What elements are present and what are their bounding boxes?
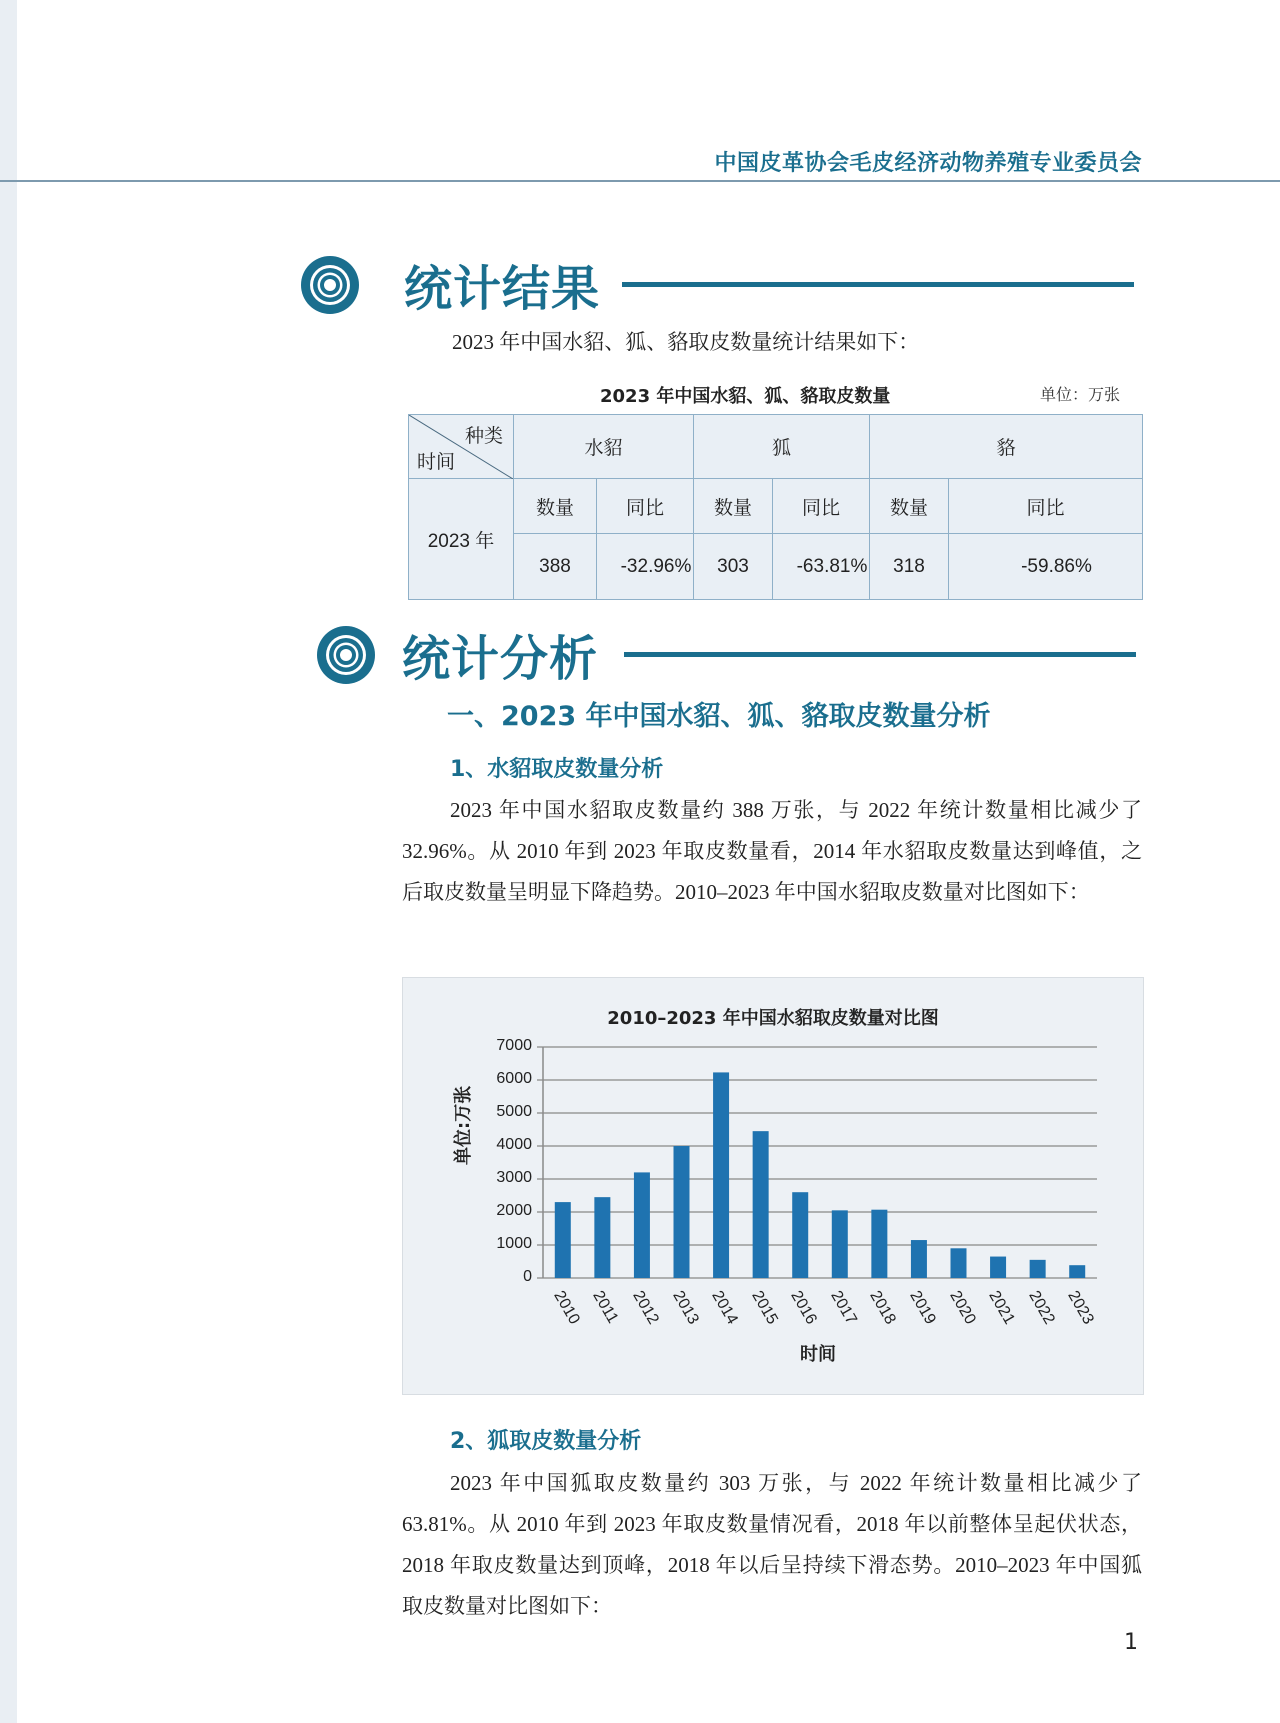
chart-x-tick: 2016 [787, 1288, 820, 1328]
chart-x-tick: 2022 [1024, 1288, 1058, 1328]
species-header-mink: 水貂 [514, 415, 694, 479]
subheader-quantity: 数量 [514, 479, 597, 534]
chart-x-tick: 2020 [945, 1288, 979, 1328]
section-title: 统计分析 [402, 631, 599, 687]
value-raccoon-dog-yoy: -59.86% [949, 534, 1143, 600]
chart-x-axis-label: 时间 [800, 1344, 836, 1365]
chart-x-tick: 2017 [827, 1288, 860, 1328]
section-title: 统计结果 [404, 261, 601, 317]
subheader-yoy: 同比 [949, 479, 1143, 534]
chart-bar-2012 [634, 1172, 650, 1278]
chart-x-tick: 2018 [866, 1288, 900, 1328]
chart-bar-2023 [1069, 1265, 1085, 1278]
table-caption: 2023 年中国水貂、狐、貉取皮数量 [600, 386, 891, 407]
chart-bar-2019 [911, 1240, 927, 1278]
chart-x-tick: 2010 [550, 1288, 583, 1328]
analysis-subheading: 一、2023 年中国水貂、狐、貉取皮数量分析 [447, 701, 991, 732]
chart-bar-2016 [792, 1192, 808, 1278]
row-label-year: 2023 年 [409, 479, 514, 600]
chart-bar-2013 [674, 1146, 690, 1278]
chart-y-tick: 1000 [496, 1235, 532, 1252]
chart-y-tick: 5000 [496, 1103, 532, 1120]
chart-bar-2017 [832, 1210, 848, 1278]
chart-title: 2010–2023 年中国水貂取皮数量对比图 [607, 1008, 939, 1029]
value-mink-quantity: 388 [514, 534, 597, 600]
chart-x-tick: 2021 [985, 1288, 1018, 1328]
table-unit: 单位：万张 [1040, 385, 1121, 404]
chart-bar-2015 [753, 1131, 769, 1278]
species-header-raccoon-dog: 貉 [870, 415, 1143, 479]
chart-bar-2014 [713, 1072, 729, 1278]
chart-x-tick: 2014 [708, 1288, 741, 1328]
chart-x-tick: 2023 [1064, 1288, 1097, 1328]
value-raccoon-dog-quantity: 318 [870, 534, 949, 600]
chart-x-tick: 2019 [906, 1288, 939, 1328]
chart-x-tick: 2011 [589, 1288, 622, 1327]
value-fox-yoy: -63.81% [773, 534, 870, 600]
chart-x-tick: 2015 [747, 1288, 781, 1328]
chart-y-axis-label: 单位:万张 [453, 1085, 474, 1165]
chart-x-tick: 2013 [668, 1288, 702, 1328]
mink-analysis-heading: 1、水貂取皮数量分析 [450, 757, 664, 782]
chart-bar-2010 [555, 1202, 571, 1278]
value-mink-yoy: -32.96% [597, 534, 694, 600]
chart-bar-2020 [951, 1248, 967, 1278]
species-header-fox: 狐 [694, 415, 870, 479]
corner-label-species: 种类 [464, 426, 503, 447]
header-organization: 中国皮革协会毛皮经济动物养殖专业委员会 [714, 151, 1142, 176]
chart-y-tick: 3000 [496, 1169, 532, 1186]
chart-bar-2021 [990, 1257, 1006, 1278]
subheader-quantity: 数量 [694, 479, 773, 534]
subheader-yoy: 同比 [597, 479, 694, 534]
corner-label-time: 时间 [417, 452, 456, 473]
value-fox-quantity: 303 [694, 534, 773, 600]
chart-bar-2018 [871, 1210, 887, 1278]
chart-y-tick: 0 [523, 1268, 532, 1285]
chart-y-tick: 2000 [496, 1202, 532, 1219]
chart-bar-2011 [594, 1197, 610, 1278]
chart-y-tick: 4000 [496, 1136, 532, 1153]
subheader-yoy: 同比 [773, 479, 870, 534]
fox-analysis-heading: 2、狐取皮数量分析 [450, 1429, 642, 1454]
chart-y-tick: 6000 [496, 1070, 532, 1087]
chart-y-tick: 7000 [496, 1037, 532, 1054]
mink-analysis-paragraph: 2023 年中国水貂取皮数量约 388 万张，与 2022 年统计数量相比减少了 32.96%。从 2010 年到 2023 年取皮数量看，2014 年水貂取皮数量达到峰值，之后取皮数量呈明显下降趋势。2010–2023 年中国水貂取皮数量对比图如下： [402, 798, 1142, 904]
chart-bar-2022 [1030, 1260, 1046, 1278]
subheader-quantity: 数量 [870, 479, 949, 534]
page-number: 1 [1124, 1630, 1138, 1655]
results-intro: 2023 年中国水貂、狐、貉取皮数量统计结果如下： [452, 330, 920, 354]
chart-x-tick: 2012 [629, 1288, 662, 1328]
fox-analysis-paragraph: 2023 年中国狐取皮数量约 303 万张，与 2022 年统计数量相比减少了 63.81%。从 2010 年到 2023 年取皮数量情况看，2018 年以前整体呈起伏状态，2018 年取皮数量达到顶峰，2018 年以后呈持续下滑态势。2010–2023 年中国狐取皮数量对比图如下： [402, 1471, 1142, 1618]
